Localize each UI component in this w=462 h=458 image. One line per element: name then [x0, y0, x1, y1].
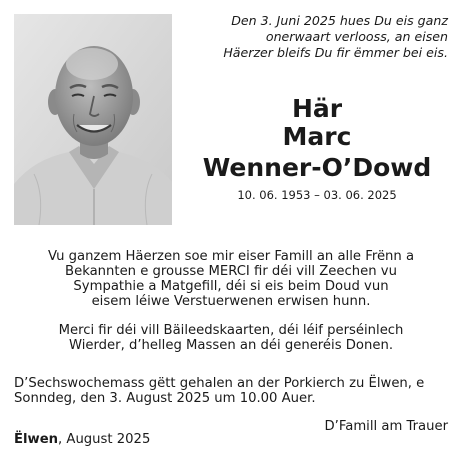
place-name: Ëlwen — [14, 432, 59, 447]
donations-paragraph — [10, 323, 452, 353]
donations-line: Merci fir déi vill Bäileedskaarten, déi léif perséinlech — [58, 323, 404, 338]
quote-line: onerwaart verlooss, an eisen — [265, 29, 448, 44]
family-signature: D’Famill am Trauer — [324, 419, 448, 434]
mass-announcement — [14, 376, 454, 406]
memorial-quote — [188, 13, 448, 61]
thanks-line: Bekannten e grousse MERCI fir déi vill Zeechen vu — [65, 264, 397, 279]
thanks-paragraph — [10, 249, 452, 309]
quote-line: Den 3. Juni 2025 hues Du eis ganz — [231, 13, 448, 28]
thanks-line: Vu ganzem Häerzen soe mir eiser Famill an alle Frënn a — [47, 249, 415, 264]
date-text: , August 2025 — [58, 432, 151, 447]
donations-line: Wierder, d’helleg Massen an déi generéis Donen. — [68, 338, 394, 353]
thanks-line: eisem léiwe Verstuerwenen erwisen hunn. — [91, 294, 371, 309]
quote-line: Häerzer bleifs Du fir ëmmer bei eis. — [223, 45, 448, 60]
last-name: Wenner-O’Dowd — [202, 153, 432, 182]
mass-line: Sonndeg, den 3. August 2025 um 10.00 Auer. — [14, 391, 316, 406]
mass-line: D’Sechswochemass gëtt gehalen an der Porkierch zu Ëlwen, e — [14, 376, 425, 391]
portrait-photo — [14, 14, 172, 225]
first-name: Marc — [282, 122, 352, 151]
place-date — [14, 432, 150, 447]
honorific: Här — [291, 94, 343, 123]
deceased-name-block — [190, 95, 444, 184]
thanks-line: Sympathie a Matgefill, déi si eis beim Doud vun — [73, 279, 389, 294]
portrait-illustration — [14, 14, 172, 225]
life-dates: 10. 06. 1953 – 03. 06. 2025 — [237, 188, 397, 202]
